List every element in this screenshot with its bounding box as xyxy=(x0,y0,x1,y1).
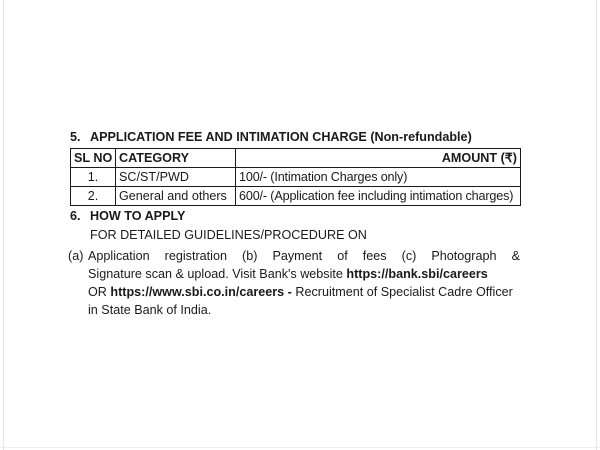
section-6-title: HOW TO APPLY xyxy=(90,209,186,223)
cell-sl-no: 1. xyxy=(71,168,116,187)
instruction-line-2 xyxy=(88,265,520,283)
table-row xyxy=(71,187,521,206)
word: (c) xyxy=(401,249,417,263)
section-5-number: 5. xyxy=(70,130,81,144)
instruction-text: OR xyxy=(88,285,111,299)
frame-edge-right xyxy=(596,0,597,450)
instruction-line-1 xyxy=(88,247,520,265)
word: registration xyxy=(164,249,227,263)
sbi-co-in-careers-link[interactable]: https://www.sbi.co.in/careers - xyxy=(110,285,292,299)
instruction-text: Recruitment of Specialist Cadre Officer xyxy=(291,285,513,299)
item-label: (a) xyxy=(68,249,84,263)
cell-category: SC/ST/PWD xyxy=(116,168,236,187)
instructions-text xyxy=(88,247,520,319)
cell-category: General and others xyxy=(116,187,236,206)
section-6-heading xyxy=(70,207,525,225)
guidelines-subtitle: FOR DETAILED GUIDELINES/PROCEDURE ON xyxy=(90,228,367,242)
instruction-line-3 xyxy=(88,283,520,301)
word: of xyxy=(337,249,348,263)
document-content xyxy=(70,128,525,319)
header-amount: AMOUNT (₹) xyxy=(236,149,521,168)
fee-table xyxy=(70,148,521,206)
apply-instructions xyxy=(70,247,525,319)
cell-amount: 100/- (Intimation Charges only) xyxy=(236,168,521,187)
header-category: CATEGORY xyxy=(116,149,236,168)
word: fees xyxy=(362,249,387,263)
table-row xyxy=(71,168,521,187)
word: Payment xyxy=(272,249,323,263)
cell-sl-no: 2. xyxy=(71,187,116,206)
frame-edge-left xyxy=(3,0,4,450)
fee-table-header-row xyxy=(71,149,521,168)
section-5-heading xyxy=(70,128,525,146)
frame-edge-bottom xyxy=(0,447,600,448)
word: & xyxy=(511,249,520,263)
bank-sbi-careers-link[interactable]: https://bank.sbi/careers xyxy=(346,267,488,281)
header-sl-no: SL NO xyxy=(71,149,116,168)
instruction-line-4: in State Bank of India. xyxy=(88,303,212,317)
section-5-title: APPLICATION FEE AND INTIMATION CHARGE (Non-refundable) xyxy=(90,130,472,144)
word: Application xyxy=(88,249,150,263)
word: (b) xyxy=(242,249,258,263)
instruction-text: Signature scan & upload. Visit Bank's website xyxy=(88,267,347,281)
section-6-number: 6. xyxy=(70,209,81,223)
word: Photograph xyxy=(431,249,497,263)
cell-amount: 600/- (Application fee including intimation charges) xyxy=(236,187,521,206)
